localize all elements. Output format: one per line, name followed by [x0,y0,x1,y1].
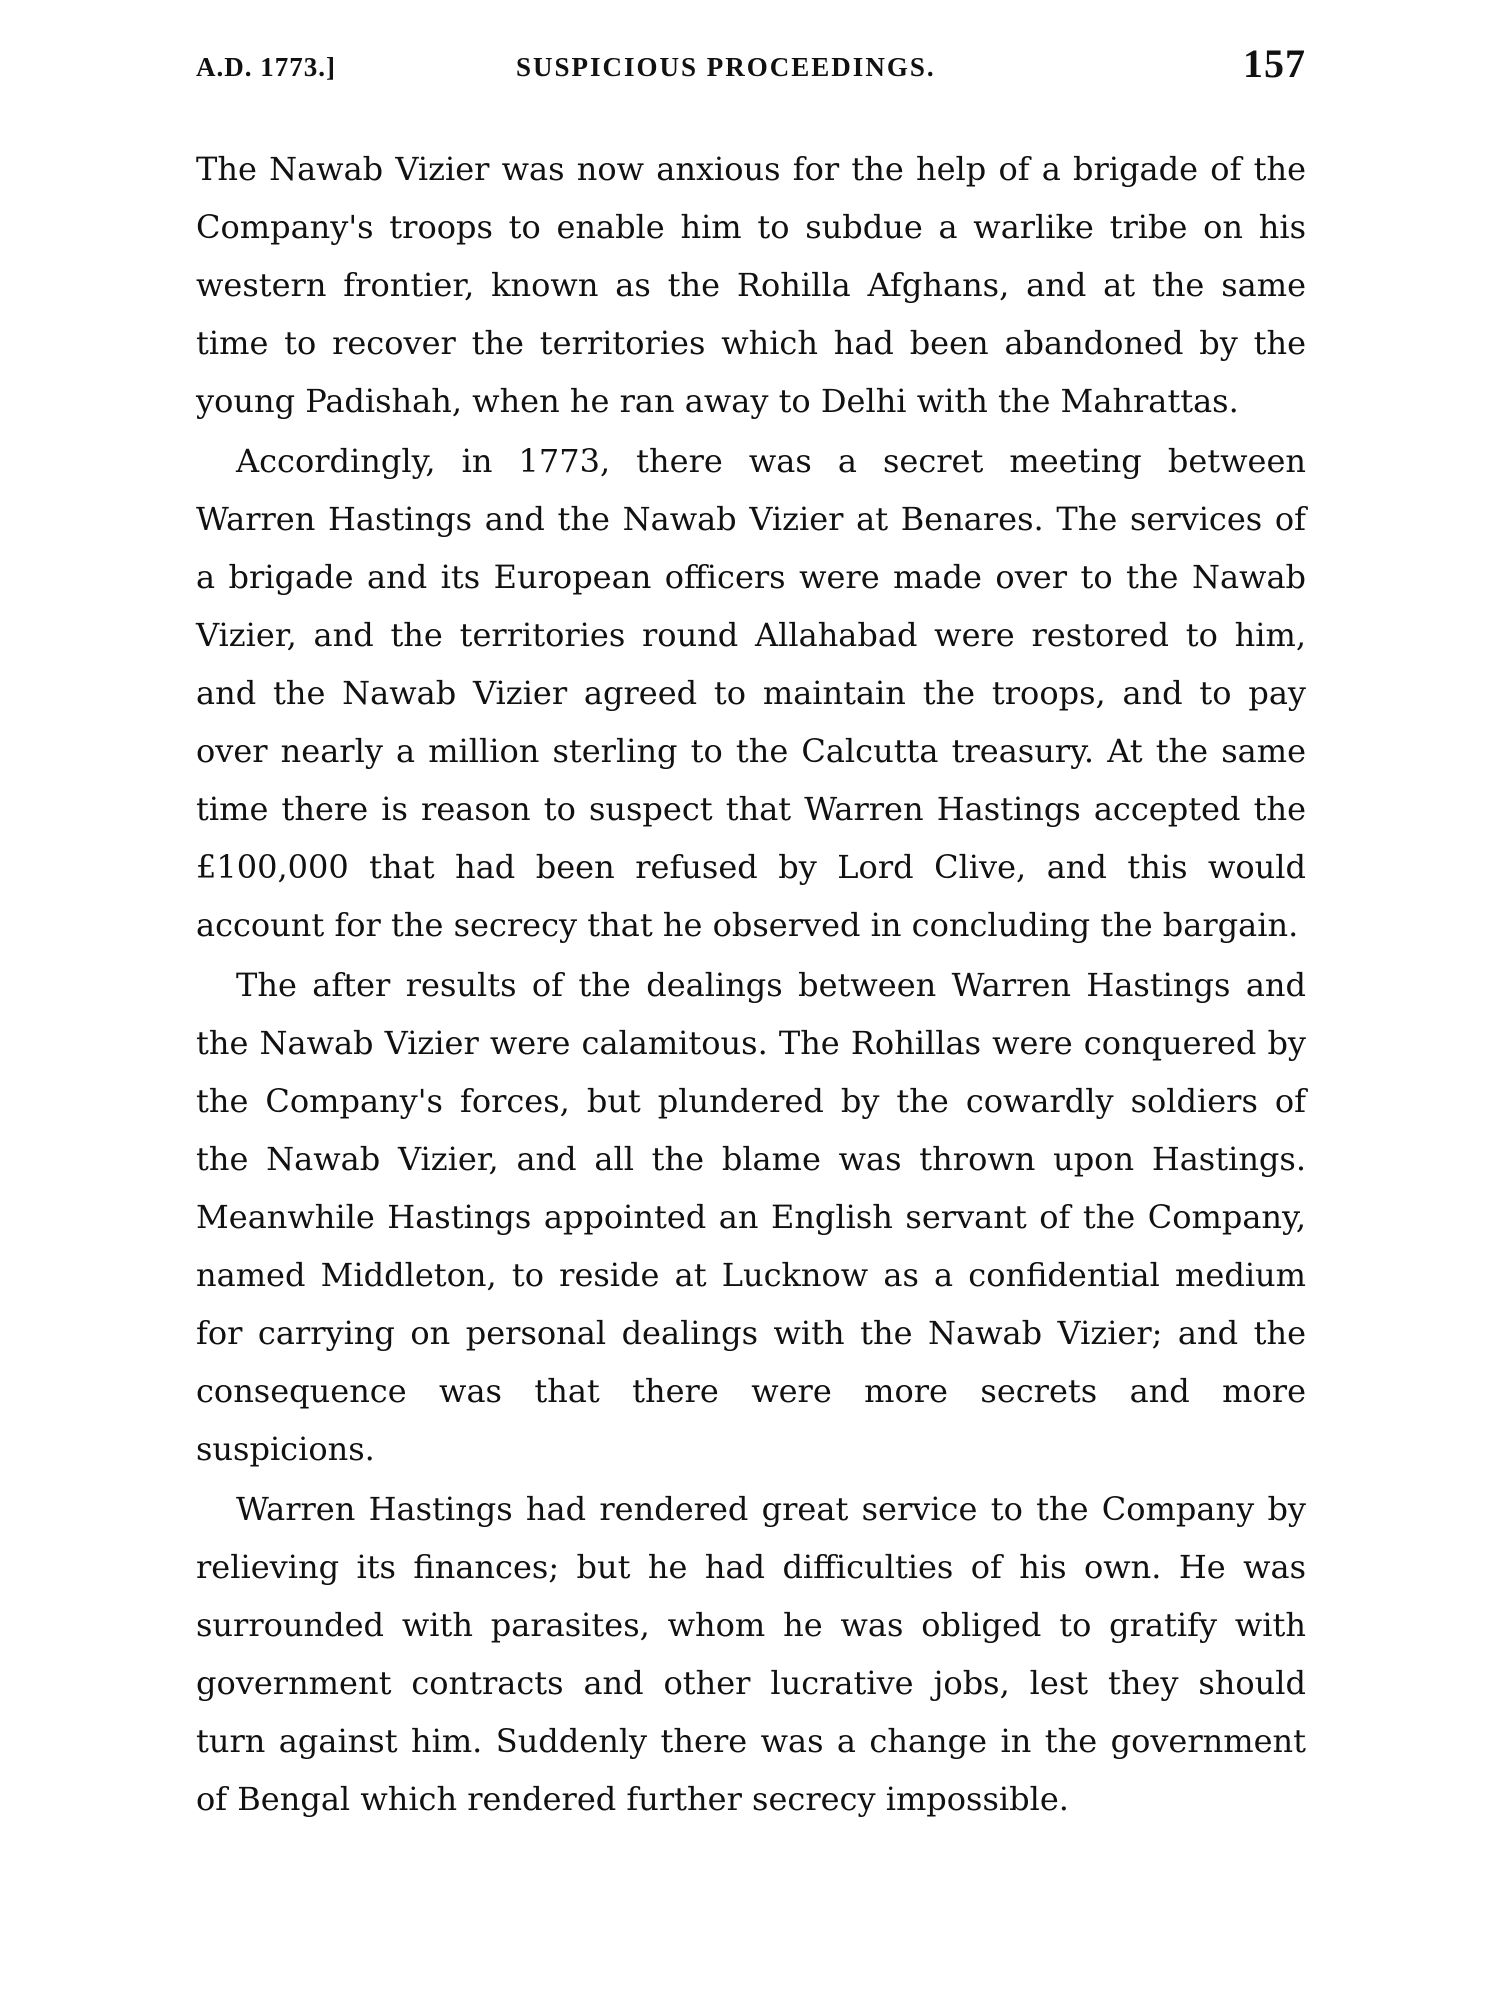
paragraph: Accordingly, in 1773, there was a secret meeting between Warren Hastings and the Nawab Vizier at Benares. The services of a brigade and its European officers were made over to the Nawab Vizier, and the territories round Allahabad were restored to him, and the Nawab Vizier agreed to maintain the troops, and to pay over nearly a million sterling to the Calcutta treasury. At the same time there is reason to suspect that Warren Hastings accepted the £100,000 that had been refused by Lord Clive, and this would account for the secrecy that he observed in concluding the bargain. [196,442,1306,944]
paragraph: Warren Hastings had rendered great service to the Company by relieving its finances; but he had difficulties of his own. He was surrounded with parasites, whom he was obliged to gratify with government contracts and other lucrative jobs, lest they should turn against him. Suddenly there was a change in the government of Bengal which rendered further secrecy impossible. [196,1490,1306,1818]
running-head-date: A.D. 1773.] [196,52,336,82]
book-page [196,40,1306,1980]
running-head-title: SUSPICIOUS PROCEEDINGS. [516,52,936,82]
paragraph: The Nawab Vizier was now anxious for the help of a brigade of the Company's troops to enable him to subdue a warlike tribe on his western frontier, known as the Rohilla Afghans, and at the same time to recover the territories which had been abandoned by the young Padishah, when he ran away to Delhi with the Mahrattas. [196,150,1306,420]
running-head [196,40,1306,96]
paragraph: The after results of the dealings between Warren Hastings and the Nawab Vizier were calamitous. The Rohillas were conquered by the Company's forces, but plundered by the cowardly soldiers of the Nawab Vizier, and all the blame was thrown upon Hastings. Meanwhile Hastings appointed an English servant of the Company, named Middleton, to reside at Lucknow as a confidential medium for carrying on personal dealings with the Nawab Vizier; and the consequence was that there were more secrets and more suspicions. [196,966,1306,1468]
page-number: 157 [1243,41,1306,86]
body-text [196,140,1306,1828]
